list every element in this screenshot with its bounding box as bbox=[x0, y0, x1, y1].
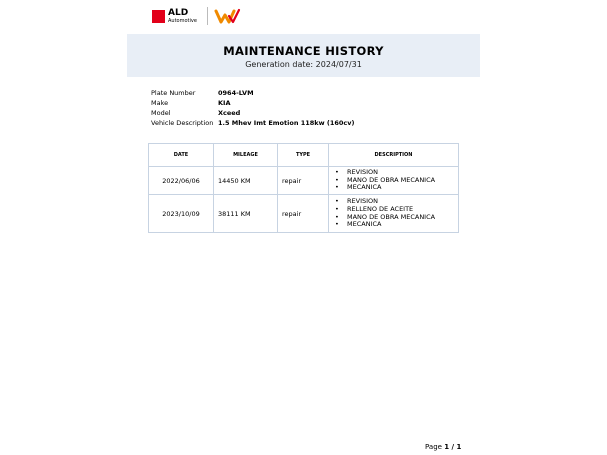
column-header-date: DATE bbox=[149, 144, 214, 167]
description-list bbox=[333, 169, 454, 192]
cell-date: 2023/10/09 bbox=[149, 195, 214, 233]
description-item: • MANO DE OBRA MECANICA bbox=[347, 177, 454, 185]
vehicle-value: 1.5 Mhev Imt Emotion 118kw (160cv) bbox=[218, 119, 355, 127]
vehicle-label: Model bbox=[151, 109, 171, 117]
generation-date: Generation date: 2024/07/31 bbox=[245, 60, 362, 69]
description-item: • REVISION bbox=[347, 198, 454, 206]
page-value: 1 / 1 bbox=[444, 443, 462, 451]
cell-mileage: 14450 KM bbox=[214, 167, 278, 195]
cell-type: repair bbox=[278, 195, 329, 233]
vehicle-row-plate bbox=[151, 88, 354, 98]
cell-description bbox=[329, 195, 459, 233]
page-label: Page bbox=[425, 443, 442, 451]
column-header-description: DESCRIPTION bbox=[329, 144, 459, 167]
description-item: • MECANICA bbox=[347, 221, 454, 229]
cell-mileage: 38111 KM bbox=[214, 195, 278, 233]
logo-bar bbox=[152, 5, 242, 27]
vehicle-value: 0964-LVM bbox=[218, 89, 254, 97]
page-title: MAINTENANCE HISTORY bbox=[223, 44, 384, 58]
page-number bbox=[425, 443, 461, 451]
table-row bbox=[149, 167, 459, 195]
ald-logo-mark bbox=[152, 10, 165, 23]
vehicle-value: KIA bbox=[218, 99, 231, 107]
description-item: • REVISION bbox=[347, 169, 454, 177]
vehicle-label: Plate Number bbox=[151, 89, 196, 97]
ald-logo-text bbox=[168, 9, 197, 24]
description-item: • RELLENO DE ACEITE bbox=[347, 206, 454, 214]
vehicle-label: Make bbox=[151, 99, 169, 107]
cell-type: repair bbox=[278, 167, 329, 195]
description-item: • MECANICA bbox=[347, 184, 454, 192]
cell-date: 2022/06/06 bbox=[149, 167, 214, 195]
description-list bbox=[333, 198, 454, 228]
report-header bbox=[127, 34, 480, 77]
description-item: • MANO DE OBRA MECANICA bbox=[347, 214, 454, 222]
vehicle-label: Vehicle Description bbox=[151, 119, 214, 127]
vehicle-row-make bbox=[151, 98, 354, 108]
table-header-row bbox=[149, 144, 459, 167]
vehicle-value: Xceed bbox=[218, 109, 241, 117]
maintenance-table bbox=[148, 143, 459, 233]
vehicle-row-description bbox=[151, 118, 354, 128]
column-header-type: TYPE bbox=[278, 144, 329, 167]
ald-name: ALD bbox=[168, 7, 189, 18]
column-header-mileage: MILEAGE bbox=[214, 144, 278, 167]
vehicle-info bbox=[151, 88, 354, 128]
table-row bbox=[149, 195, 459, 233]
cell-description bbox=[329, 167, 459, 195]
ald-sub: Automotive bbox=[168, 17, 197, 24]
logo-divider bbox=[207, 7, 208, 25]
vehicle-row-model bbox=[151, 108, 354, 118]
leaseplan-logo bbox=[214, 7, 242, 25]
